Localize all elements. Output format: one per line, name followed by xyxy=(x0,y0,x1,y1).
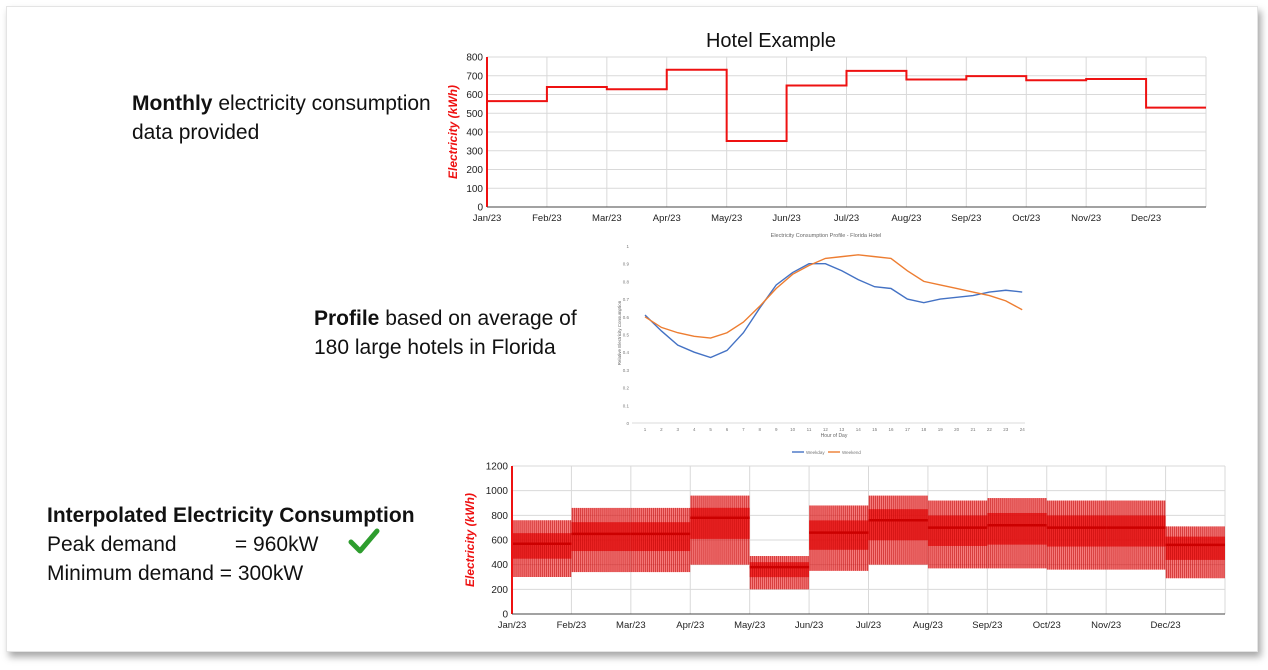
profile-chart xyxy=(612,226,1032,458)
chart3-month-band-5 xyxy=(809,505,868,570)
chart2-title: Electricity Consumption Profile - Florida Hotel xyxy=(770,233,882,239)
chart2-y-tick: 0 xyxy=(626,421,629,426)
chart1-y-tick-300: 300 xyxy=(466,146,483,158)
chart1-x-tick-2: Mar/23 xyxy=(592,213,622,224)
chart3-x-tick-9: Oct/23 xyxy=(1032,620,1061,631)
chart1-y-tick-400: 400 xyxy=(466,127,483,139)
chart2-x-tick-7: 7 xyxy=(742,427,745,432)
chart2-x-tick-12: 12 xyxy=(822,427,828,432)
caption-profile: Profile based on average of 180 large hotels in Florida xyxy=(314,307,577,359)
chart1-x-tick-10: Nov/23 xyxy=(1071,213,1102,224)
chart1-y-ticks xyxy=(466,53,483,214)
chart2-legend-label-weekend: Weekend xyxy=(842,450,861,455)
monthly-chart xyxy=(440,25,1220,230)
interpolated-title: Interpolated Electricity Consumption xyxy=(47,504,415,527)
chart1-x-tick-11: Dec/23 xyxy=(1131,213,1162,224)
chart3-y-label: Electricity (kWh) xyxy=(463,492,477,588)
chart3-x-tick-4: May/23 xyxy=(734,620,766,631)
chart3-x-tick-11: Dec/23 xyxy=(1150,620,1181,631)
chart2-series-weekday xyxy=(645,264,1022,358)
interpolated-chart xyxy=(450,458,1240,638)
chart2-x-tick-1: 1 xyxy=(643,427,647,432)
chart3-x-tick-3: Apr/23 xyxy=(676,620,705,631)
chart2-y-tick: 1 xyxy=(626,244,629,249)
chart3-month-band-4 xyxy=(750,556,809,589)
chart3-month-band-3 xyxy=(690,496,749,565)
chart1-x-tick-4: May/23 xyxy=(711,213,743,224)
chart2-x-tick-21: 21 xyxy=(970,427,976,432)
peak-demand-text: Peak demand = 960kW xyxy=(47,533,319,556)
caption-interpolated xyxy=(47,501,467,588)
chart3-x-tick-6: Jul/23 xyxy=(855,620,882,631)
chart1-y-tick-700: 700 xyxy=(466,71,483,83)
chart3-y-tick-400: 400 xyxy=(491,560,508,572)
chart3-month-band-10 xyxy=(1106,501,1165,570)
chart2-x-tick-4: 4 xyxy=(692,427,696,432)
chart2-x-tick-23: 23 xyxy=(1003,427,1009,432)
chart2-x-tick-17: 17 xyxy=(904,427,910,432)
chart3-y-tick-1000: 1000 xyxy=(485,486,508,498)
chart2-y-tick: 0.3 xyxy=(622,367,629,373)
chart1-x-tick-1: Feb/23 xyxy=(532,213,562,224)
chart3-y-tick-200: 200 xyxy=(491,584,508,596)
chart2-y-tick: 0.2 xyxy=(622,385,629,391)
chart2-y-tick: 0.9 xyxy=(622,261,629,267)
chart3-y-tick-0: 0 xyxy=(502,609,508,621)
chart2-x-tick-18: 18 xyxy=(921,427,927,432)
chart2-x-tick-3: 3 xyxy=(676,427,680,432)
chart2-x-tick-22: 22 xyxy=(986,427,992,432)
chart3-y-tick-600: 600 xyxy=(491,535,508,547)
chart3-month-band-6 xyxy=(869,496,928,565)
chart1-y-tick-100: 100 xyxy=(466,183,483,195)
chart1-y-tick-800: 800 xyxy=(466,52,483,64)
chart2-y-tick: 0.7 xyxy=(622,297,629,303)
chart2-x-tick-19: 19 xyxy=(937,427,943,432)
chart2-x-tick-9: 9 xyxy=(774,427,778,432)
chart2-x-tick-2: 2 xyxy=(660,427,663,432)
chart3-y-ticks xyxy=(486,462,509,621)
chart2-y-label: Relative Electricity Consumption xyxy=(617,300,622,366)
chart3-x-tick-8: Sep/23 xyxy=(972,620,1003,631)
chart1-y-label: Electricity (kWh) xyxy=(446,84,460,180)
chart3-month-band-9 xyxy=(1047,501,1106,570)
chart2-x-tick-16: 16 xyxy=(888,427,894,432)
chart1-x-tick-5: Jun/23 xyxy=(772,213,801,224)
chart3-month-band-8 xyxy=(987,498,1046,568)
chart1-y-tick-200: 200 xyxy=(466,165,483,176)
chart2-y-tick: 0.6 xyxy=(622,314,629,320)
chart3-y-tick-1200: 1200 xyxy=(485,461,508,473)
chart2-legend-label-weekday: Weekday xyxy=(806,450,825,455)
chart2-x-tick-10: 10 xyxy=(790,427,796,432)
chart2-x-tick-11: 11 xyxy=(806,427,812,432)
minimum-demand-text: Minimum demand = 300kW xyxy=(47,562,304,585)
chart1-x-ticks xyxy=(473,213,1161,224)
chart1-y-tick-500: 500 xyxy=(466,108,483,120)
chart2-series xyxy=(645,255,1022,358)
chart2-y-tick: 0.5 xyxy=(622,332,629,338)
chart1-y-tick-0: 0 xyxy=(477,202,483,214)
chart3-month-band-0 xyxy=(512,520,571,577)
chart3-month-band-2 xyxy=(631,508,690,572)
chart2-x-ticks xyxy=(644,427,1025,432)
chart3-month-band-11 xyxy=(1166,526,1225,578)
chart1-title: Hotel Example xyxy=(705,30,837,52)
chart1-x-tick-0: Jan/23 xyxy=(472,213,502,224)
chart3-x-tick-1: Feb/23 xyxy=(556,620,587,631)
chart3-x-ticks xyxy=(498,620,1181,631)
chart1-x-tick-3: Apr/23 xyxy=(652,213,681,224)
chart3-month-band-1 xyxy=(571,508,630,572)
chart2-x-tick-13: 13 xyxy=(839,427,845,432)
chart3-x-tick-0: Jan/23 xyxy=(497,620,527,631)
chart2-y-tick: 0.8 xyxy=(622,279,629,285)
chart2-x-tick-14: 14 xyxy=(855,427,861,432)
chart3-x-tick-2: Mar/23 xyxy=(616,620,646,631)
chart1-y-tick-600: 600 xyxy=(466,90,483,101)
chart2-y-tick: 0.4 xyxy=(622,350,629,356)
chart2-x-tick-24: 24 xyxy=(1019,427,1025,432)
chart1-x-tick-6: Jul/23 xyxy=(833,213,860,224)
caption-monthly: Monthly electricity consumption data provided xyxy=(132,92,431,144)
chart2-x-tick-15: 15 xyxy=(872,427,878,432)
chart2-y-ticks xyxy=(623,244,1025,426)
chart2-x-tick-5: 5 xyxy=(709,427,712,432)
chart2-x-label: Hour of Day xyxy=(820,433,848,439)
chart2-x-tick-8: 8 xyxy=(758,427,762,432)
chart2-y-tick: 0.1 xyxy=(622,403,629,409)
chart2-legend xyxy=(792,450,861,455)
checkmark-icon xyxy=(348,527,380,555)
chart2-x-tick-20: 20 xyxy=(954,427,960,432)
chart3-x-tick-7: Aug/23 xyxy=(912,620,943,631)
chart1-x-tick-9: Oct/23 xyxy=(1012,213,1041,224)
chart1-x-tick-7: Aug/23 xyxy=(891,213,922,224)
chart3-x-tick-10: Nov/23 xyxy=(1091,620,1122,631)
chart2-x-tick-6: 6 xyxy=(725,427,729,432)
chart3-month-band-7 xyxy=(928,501,987,569)
chart1-x-tick-8: Sep/23 xyxy=(951,213,982,224)
chart3-y-tick-800: 800 xyxy=(491,510,508,522)
chart3-x-tick-5: Jun/23 xyxy=(794,620,824,631)
